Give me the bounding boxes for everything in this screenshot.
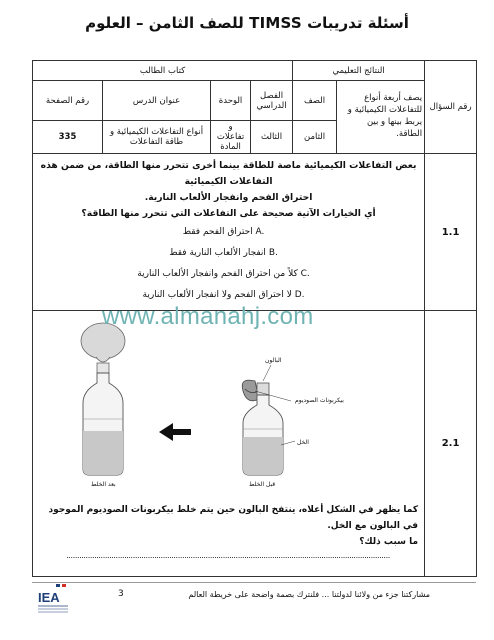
option-d[interactable]: D. لا احتراق الفحم ولا انفجار الألعاب النارية <box>142 290 305 301</box>
col-lesson-title: عنوان الدرس <box>103 81 211 121</box>
option-b[interactable]: B. انفجار الألعاب النارية فقط <box>169 248 278 259</box>
question-1 <box>33 154 425 311</box>
balloon-experiment-figure <box>33 319 423 489</box>
outcome-text: يصف أربعة أنواع للتفاعلات الكيميائية و يربط بينها و بين الطاقة. <box>337 81 425 154</box>
col-grade: الصف <box>293 81 337 121</box>
label-baking-soda: بيكربونات الصوديوم <box>295 397 344 404</box>
label-balloon: البالون <box>265 357 282 364</box>
col-page-number: رقم الصفحة <box>33 81 103 121</box>
page-number: 3 <box>118 589 124 599</box>
col-unit: الوحدة <box>211 81 251 121</box>
watermark: www.almanahj.com <box>102 303 314 330</box>
row-lesson: أنواع التفاعلات الكيميائية و طاقة التفاعلات <box>103 121 211 154</box>
question-number-2: 2.1 <box>425 311 477 577</box>
iea-logo <box>36 584 70 614</box>
row-unit <box>211 121 251 154</box>
footer-text: مشاركتنا جزء من ولائنا لدولتنا ... فلنترك بصمة واضحة على خريطة العالم <box>188 590 430 599</box>
q1-line1: بعض التفاعلات الكيميائية ماصة للطاقة بينما أخرى تتحرر منها الطاقة، من ضمن هذه التفاعلات الكيميائية <box>40 159 417 187</box>
q2-line2: ما سبب ذلك؟ <box>359 536 419 547</box>
q2-line1: كما يظهر في الشكل أعلاه، ينتفخ البالون حين يتم خلط بيكربونات الصوديوم الموجود في البالون مع الخل. <box>48 505 419 531</box>
header-question-number: رقم السؤال <box>425 61 477 154</box>
row-unit-prefix: و <box>228 122 233 132</box>
question-2 <box>33 311 425 577</box>
q1-line2: احتراق الفحم وانفجار الألعاب النارية. <box>144 191 313 203</box>
svg-text:IEA: IEA <box>38 590 60 605</box>
col-semester: الفصل الدراسي <box>251 81 293 121</box>
q1-question: أي الخيارات الآتية صحيحة على التفاعلات التي تتحرر منها الطاقة؟ <box>81 207 376 219</box>
row-unit-text: تفاعلات المادة <box>216 132 245 152</box>
header-learning-outcome: النتائج التعليمي <box>293 61 425 81</box>
row-grade: الثامن <box>293 121 337 154</box>
row-semester: الثالث <box>251 121 293 154</box>
bottle-before-mixing <box>242 365 295 475</box>
row-page: 335 <box>33 121 103 154</box>
option-a[interactable]: A. احتراق الفحم فقط <box>182 226 265 237</box>
arrow-icon <box>159 423 191 441</box>
question-number-1: 1.1 <box>425 154 477 311</box>
bottle-after-mixing <box>81 323 125 475</box>
footer-divider <box>32 582 476 583</box>
header-student-book: كتاب الطالب <box>33 61 293 81</box>
label-after-mixing: بعد الخلط <box>91 481 116 488</box>
option-c[interactable]: C. كلاً من احتراق الفحم وانفجار الألعاب النارية <box>137 269 310 280</box>
page-title: أسئلة تدريبات TIMSS للصف الثامن – العلوم <box>85 14 409 32</box>
answer-line[interactable]: ....................................................................................................................................................... <box>66 551 390 560</box>
iea-logo-icon <box>36 584 70 614</box>
label-vinegar: الخل <box>297 439 309 446</box>
label-before-mixing: قبل الخلط <box>249 481 276 488</box>
